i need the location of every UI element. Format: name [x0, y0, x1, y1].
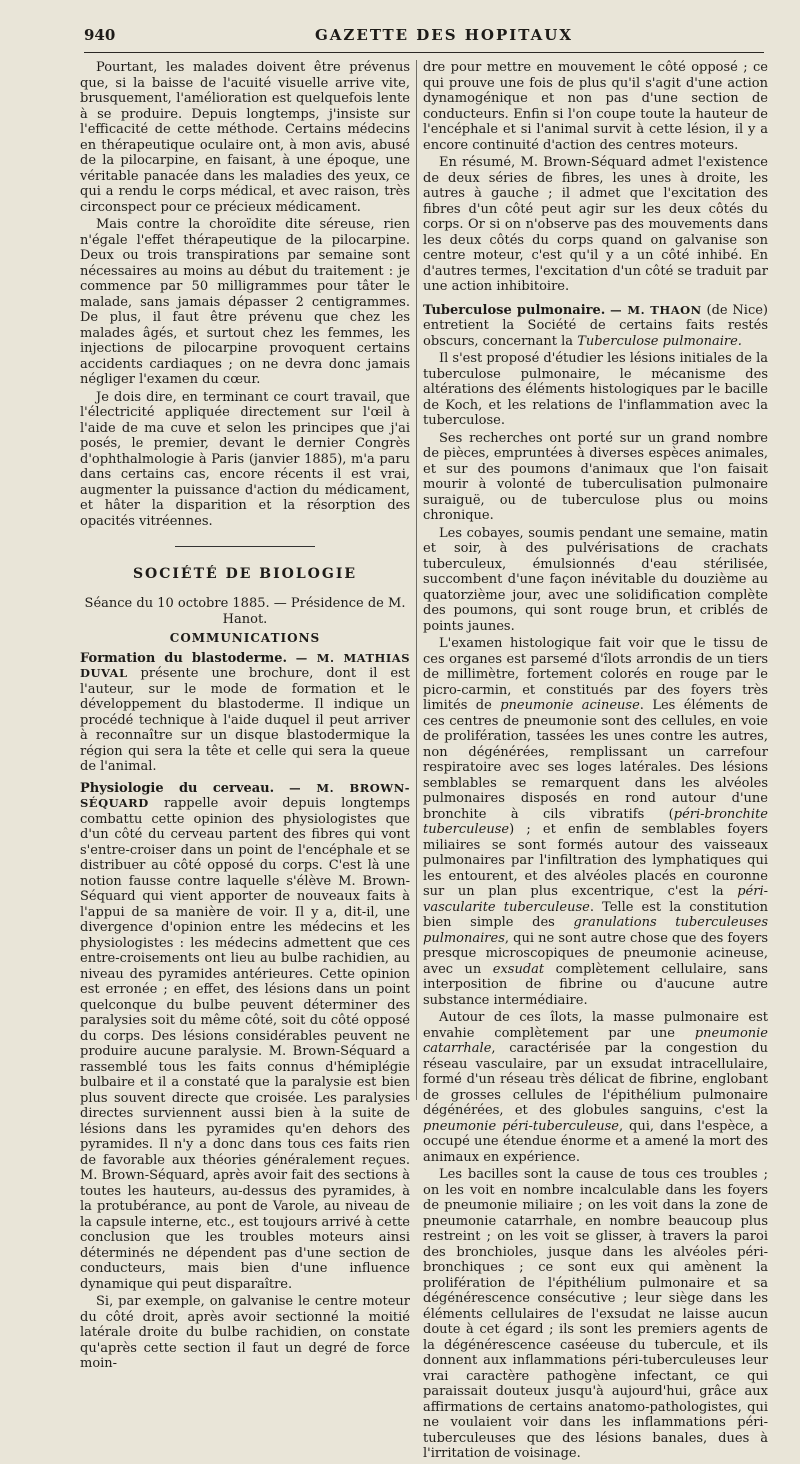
paragraph: Pourtant, les malades doivent être prévenus que, si la baisse de l'acuité visuelle arrive vite, brusquement, l'amélioration est quelquefois lente à se produire. Depuis longtemps, j'insiste sur l'efficacité de cette méthode. Certains médecins en thérapeutique oculaire ont, à mon avis, abusé de la pilocarpine, en faisant, à une époque, une véritable panacée dans les maladies des yeux, ce qui a rendu le corps médical, et avec raison, très circonspect pour ce précieux médicament.	[80, 60, 410, 215]
section-separator	[80, 539, 410, 555]
paragraph: Mais contre la choroïdite dite séreuse, rien n'égale l'effet thérapeutique de la pilocarpine. Deux ou trois transpirations par semaine sont nécessaires au moins au début du traitement : je commence par 50 milligrammes pour tâter le malade, sans jamais dépasser 2 centigrammes. De plus, il faut être prévenu que chez les malades âgés, et surtout chez les femmes, les injections de pilocarpine provoquent certains accidents cardiaques ; on ne devra donc jamais négliger l'examen du cœur.	[80, 217, 410, 387]
paragraph: Ses recherches ont porté sur un grand nombre de pièces, empruntées à diverses espèces animales, et sur des poumons d'animaux que l'on faisait mourir à volonté de tuberculisation pulmonaire suraiguë, ou de tuberculose plus ou moins chronique.	[423, 430, 768, 523]
paragraph: En résumé, M. Brown-Séquard admet l'existence de deux séries de fibres, les unes à droite, les autres à gauche ; il admet que l'excitation des fibres d'un côté peut agir sur les deux côtés du corps. Or si on n'observe pas des mouvements dans les deux côtés du corps quand on galvanise son centre moteur, c'est qu'il y a un côté inhibé. En d'autres termes, l'excitation d'un côté se traduit par une action inhibitoire.	[423, 155, 768, 294]
paragraph: L'examen histologique fait voir que le tissu de ces organes est parsemé d'îlots arrondis de un tiers de millimètre, fortement colorés en rouge par le picro-carmin, et constitués par des foyers très limités de pneumonie acineuse. Les éléments de ces centres de pneumonie sont des cellules, en voie de prolifération, tassées les unes contre les autres, non dégénérées, remplissant un carrefour respiratoire avec ses loges latérales. Des lésions semblables se remarquent dans les alvéoles pulmonaires disposés en rond autour d'une bronchite à cils vibratifs (péri-bronchite tuberculeuse) ; et enfin de semblables foyers miliaires se sont formés autour des vaisseaux pulmonaires par l'infiltration des lymphatiques qui les entourent, et des alvéoles placés en couronne sur un plan plus excentrique, c'est la péri-vascularite tuberculeuse. Telle est la constitution bien simple des granulations tuberculeuses pulmonaires, qui ne sont autre chose que des foyers presque microscopiques de pneumonie acineuse, avec un exsudat complètement cellulaire, sans interposition de fibrine ou d'aucune autre substance intermédiaire.	[423, 636, 768, 1008]
communication-subject: Tuberculose pulmonaire.	[577, 333, 742, 349]
header-rule	[84, 52, 764, 53]
communication-author: — M. THAON	[610, 302, 702, 317]
communication-title: Formation du blastoderme.	[80, 650, 288, 666]
communication-text: présente une brochure, dont il est l'auteur, sur le mode de formation et le développement du blastoderme. Il indique un procédé technique à l'aide duquel il peut arriver à reconnaître sur un disque blastodermique la région qui sera la tête et celle qui sera la queue de l'animal.	[80, 666, 410, 774]
communication-cerveau	[80, 781, 410, 1293]
paragraph: Autour de ces îlots, la masse pulmonaire est envahie complètement par une pneumonie catarrhale, caractérisée par la congestion du réseau vasculaire, par un exsudat intracellulaire, formé d'un réseau très délicat de fibrine, englobant de grosses cellules de l'épithélium pulmonaire dégénérées, et des globules sanguins, c'est la pneumonie péri-tuberculeuse, qui, dans l'espèce, a occupé une étendue énorme et a amené la mort des animaux en expérience.	[423, 1010, 768, 1165]
communication-text: (de Nice) entretient la Société de certains faits restés obscurs, concernant la	[423, 302, 768, 349]
paragraph: Il s'est proposé d'étudier les lésions initiales de la tuberculose pulmonaire, le mécanisme des altérations des éléments histologiques par le bacille de Koch, et les relations de l'inflammation avec la tuberculose.	[423, 351, 768, 428]
paragraph: Si, par exemple, on galvanise le centre moteur du côté droit, après avoir sectionné la moitié latérale droite du bulbe rachidien, on constate qu'après cette section il faut un degré de force moin-	[80, 1294, 410, 1371]
journal-title: GAZETTE DES HOPITAUX	[314, 26, 573, 44]
paragraph: dre pour mettre en mouvement le côté opposé ; ce qui prouve une fois de plus qu'il s'agit d'une action dynamogénique et non pas d'une section de conducteurs. Enfin si l'on coupe toute la hauteur de l'encéphale et si l'animal survit à cette lésion, il y a encore continuité d'action des centres moteurs.	[423, 60, 768, 153]
right-column	[423, 60, 768, 1464]
paragraph: Les bacilles sont la cause de tous ces troubles ; on les voit en nombre incalculable dans les foyers de pneumonie miliaire ; on les voit dans la zone de pneumonie catarrhale, en nombre beaucoup plus restreint ; on les voit se glisser, à travers la paroi des bronchioles, jusque dans les alvéoles péri-bronchiques ; ce sont eux qui amènent la prolifération de l'épithélium pulmonaire et sa dégénérescence consécutive ; leur siège dans les éléments cellulaires de l'exsudat ne laisse aucun doute à cet égard ; ils sont les premiers agents de la dégénérescence caséeuse du tubercule, et ils donnent aux inflammations péri-tuberculeuses leur vrai caractère pathogène infectant, ce qui paraissait douteux jusqu'à aujourd'hui, grâce aux affirmations de certains anatomo-pathologistes, qui ne voulaient voir dans les inflammations péri-tuberculeuses que des lésions banales, dues à l'irritation de voisinage.	[423, 1167, 768, 1461]
page-number: 940	[84, 26, 116, 44]
page-header	[84, 24, 764, 48]
communication-text: rappelle avoir depuis longtemps combattu cette opinion des physiologistes que d'un côté du cerveau partent des fibres qui vont s'entre-croiser dans un point de l'encéphale et se distribuer au côté opposé du corps. C'est là une notion fausse contre laquelle s'élève M. Brown-Séquard qui vient apporter de nouveaux faits à l'appui de sa manière de voir. Il y a, dit-il, une divergence d'opinion entre les médecins et les physiologistes : les médecins admettent que ces entre-croisements ont lieu au bulbe rachidien, au niveau des pyramides antérieures. Cette opinion est erronée ; en effet, des lésions dans un point quelconque du bulbe peuvent déterminer des paralysies soit du même côté, soit du côté opposé du corps. Des lésions considérables peuvent ne produire aucune paralysie. M. Brown-Séquard a rassemblé tous les faits connus d'hémiplégie bulbaire et il a constaté que la paralysie est bien plus souvent directe que croisée. Les paralysies directes surviennent aussi bien à la suite de lésions dans les pyramides qu'en dehors des pyramides. Il n'y a donc dans tous ces faits rien de favorable aux théories généralement reçues. M. Brown-Séquard, après avoir fait des sections à toutes les hauteurs, au-dessus des pyramides, à la protubérance, au pont de Varole, au niveau de la capsule interne, etc., est toujours arrivé à cette conclusion que les troubles moteurs ainsi déterminés ne dépendent pas d'une section de conducteurs, mais bien d'une influence dynamique qui peut disparaître.	[80, 796, 410, 1292]
paragraph: Je dois dire, en terminant ce court travail, que l'électricité appliquée directement sur l'œil à l'aide de ma cuve et selon les principes que j'ai posés, le premier, devant le dernier Congrès d'ophthalmologie à Paris (janvier 1885), m'a paru dans certains cas, encore récents il est vrai, augmenter la puissance d'action du médicament, et hâter la disparition et la résorption des opacités vitréennes.	[80, 389, 410, 529]
communication-title: Physiologie du cerveau.	[80, 780, 275, 796]
section-title: SOCIÉTÉ DE BIOLOGIE	[132, 565, 358, 582]
column-divider	[416, 60, 417, 1100]
session-line: Séance du 10 octobre 1885. — Présidence de M. Hanot.	[84, 596, 406, 627]
paragraph: Les cobayes, soumis pendant une semaine, matin et soir, à des pulvérisations de crachats tuberculeux, émulsionnés d'eau stérilisée, succombent d'une façon inévitable du douzième au quatorzième jour, avec une solidification complète des poumons, qui sont rouge brun, et criblés de points jaunes.	[423, 525, 768, 634]
left-column	[80, 60, 410, 1374]
communication-author: — M. MATHIAS DUVAL	[80, 650, 411, 680]
subsection-heading: COMMUNICATIONS	[169, 631, 321, 645]
communication-blastoderme	[80, 651, 410, 775]
communication-title: Tuberculose pulmonaire.	[423, 302, 606, 318]
communication-author: — M. BROWN-SÉQUARD	[80, 780, 410, 810]
communication-tuberculose	[423, 303, 768, 350]
